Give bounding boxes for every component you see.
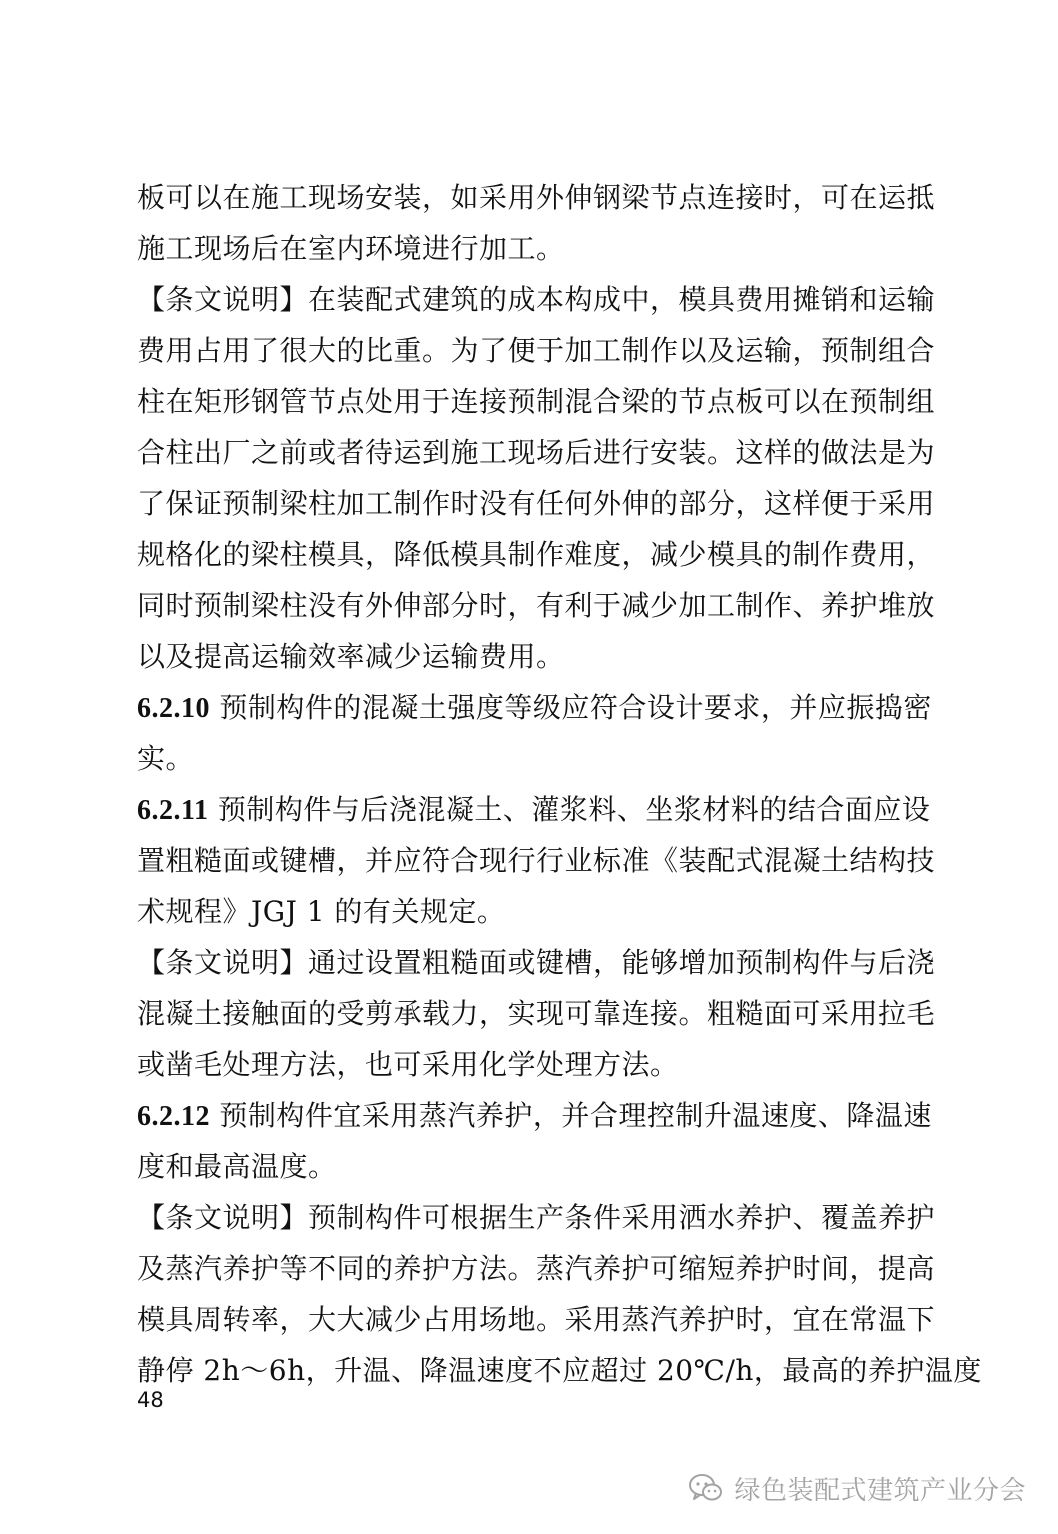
note-line: 或凿毛处理方法，也可采用化学处理方法。 (137, 1048, 679, 1081)
clause-6-2-11 (137, 788, 931, 832)
watermark-text: 绿色装配式建筑产业分会 (734, 1475, 1026, 1506)
clause-line: 术规程》JGJ 1 的有关规定。 (137, 895, 506, 928)
note-line: 柱在矩形钢管节点处用于连接预制混合梁的节点板可以在预制组 (137, 385, 936, 418)
clause-text: 预制构件与后浇混凝土、灌浆料、坐浆材料的结合面应设 (217, 793, 931, 826)
clause-number: 6.2.10 (137, 693, 210, 724)
body-line: 施工现场后在室内环境进行加工。 (137, 232, 565, 265)
clause-line: 实。 (137, 742, 195, 775)
body-line: 板可以在施工现场安装，如采用外伸钢梁节点连接时，可在运抵 (137, 181, 936, 214)
clause-line: 置粗糙面或键槽，并应符合现行行业标准《装配式混凝土结构技 (137, 844, 936, 877)
note-line: 以及提高运输效率减少运输费用。 (137, 640, 565, 673)
clause-text: 预制构件宜采用蒸汽养护，并合理控制升温速度、降温速 (219, 1099, 932, 1132)
note-line: 合柱出厂之前或者待运到施工现场后进行安装。这样的做法是为 (137, 436, 936, 469)
clause-number: 6.2.11 (137, 795, 209, 826)
note-line: 了保证预制梁柱加工制作时没有任何外伸的部分，这样便于采用 (137, 487, 936, 520)
clause-text: 预制构件的混凝土强度等级应符合设计要求，并应振捣密 (219, 691, 932, 724)
note-line: 【条文说明】预制构件可根据生产条件采用洒水养护、覆盖养护 (137, 1201, 936, 1234)
clause-6-2-12 (137, 1094, 932, 1138)
note-line: 模具周转率，大大减少占用场地。采用蒸汽养护时，宜在常温下 (137, 1303, 936, 1336)
note-line: 同时预制梁柱没有外伸部分时，有利于减少加工制作、养护堆放 (137, 589, 936, 622)
clause-6-2-10 (137, 686, 932, 730)
clause-number: 6.2.12 (137, 1101, 210, 1132)
note-line: 【条文说明】在装配式建筑的成本构成中，模具费用摊销和运输 (137, 283, 936, 316)
wechat-icon (688, 1472, 724, 1504)
note-line: 混凝土接触面的受剪承载力，实现可靠连接。粗糙面可采用拉毛 (137, 997, 936, 1030)
note-line: 及蒸汽养护等不同的养护方法。蒸汽养护可缩短养护时间，提高 (137, 1252, 936, 1285)
page-number: 48 (137, 1388, 164, 1412)
note-line: 费用占用了很大的比重。为了便于加工制作以及运输，预制组合 (137, 334, 936, 367)
clause-line: 度和最高温度。 (137, 1150, 337, 1183)
note-line: 规格化的梁柱模具，降低模具制作难度，减少模具的制作费用， (137, 538, 936, 571)
note-line: 静停 2h～6h，升温、降温速度不应超过 20℃/h，最高的养护温度 (137, 1354, 982, 1387)
note-line: 【条文说明】通过设置粗糙面或键槽，能够增加预制构件与后浇 (137, 946, 936, 979)
watermark (688, 1466, 1026, 1510)
